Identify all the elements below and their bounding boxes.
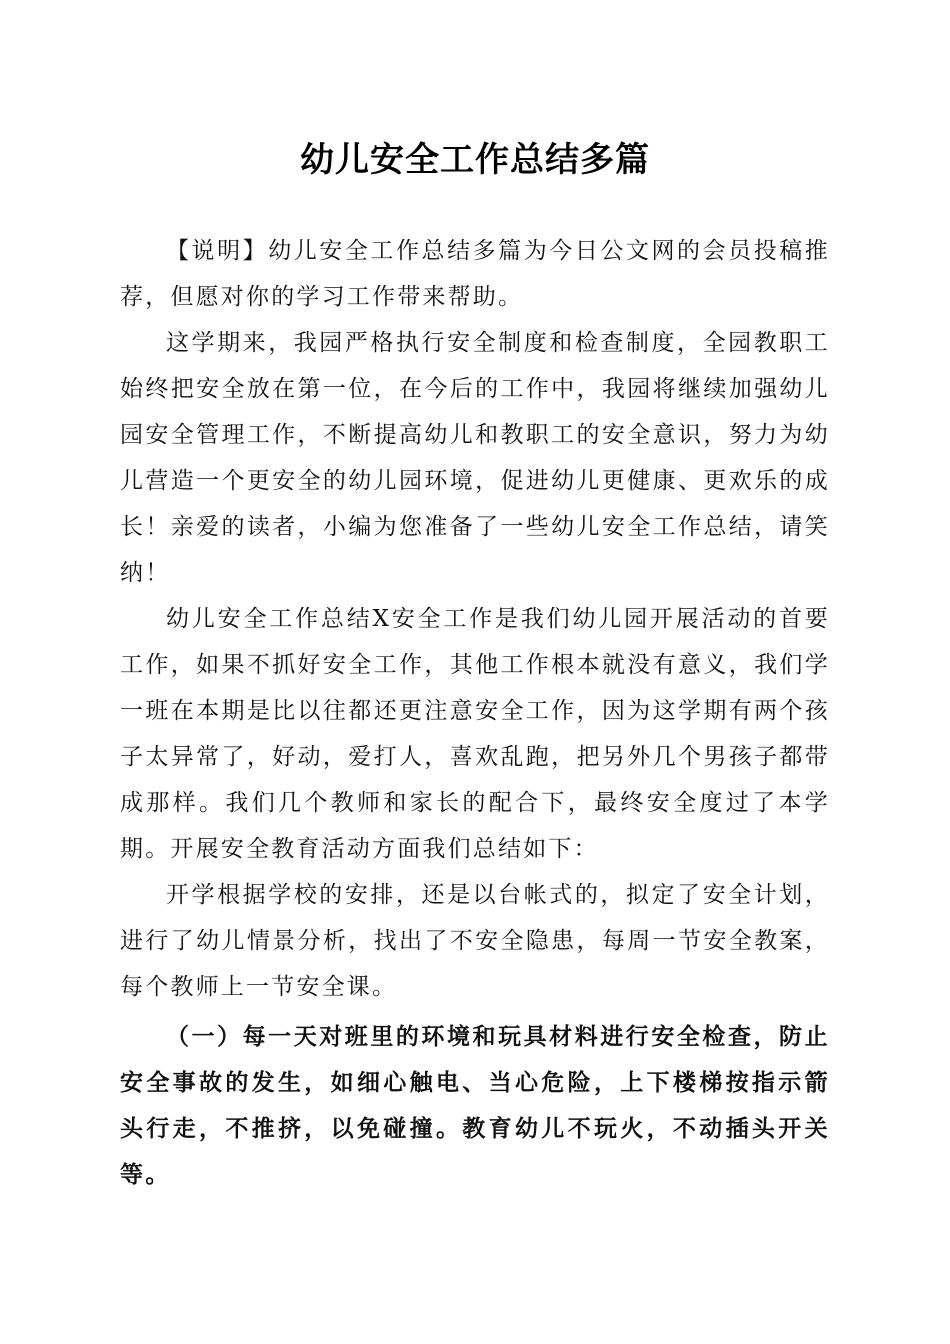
document-body (120, 228, 830, 1198)
paragraph-summary: 幼儿安全工作总结X安全工作是我们幼儿园开展活动的首要工作，如果不抓好安全工作，其他工作根本就没有意义，我们学一班在本期是比以往都还更注意安全工作，因为这学期有两个孩子太异常了，好动，爱打人，喜欢乱跑，把另外几个男孩子都带成那样。我们几个教师和家长的配合下，最终安全度过了本学期。开展安全教育活动方面我们总结如下： (120, 606, 830, 862)
paragraph-intro: 这学期来，我园严格执行安全制度和检查制度，全园教职工始终把安全放在第一位，在今后的工作中，我园将继续加强幼儿园安全管理工作，不断提高幼儿和教职工的安全意识，努力为幼儿营造一个更安全的幼儿园环境，促进幼儿更健康、更欢乐的成长！亲爱的读者，小编为您准备了一些幼儿安全工作总结，请笑纳！ (120, 330, 830, 586)
paragraph-plan: 开学根据学校的安排，还是以台帐式的，拟定了安全计划，进行了幼儿情景分析，找出了不安全隐患，每周一节安全教案，每个教师上一节安全课。 (120, 882, 830, 1000)
paragraph-note: 【说明】幼儿安全工作总结多篇为今日公文网的会员投稿推荐，但愿对你的学习工作带来帮助。 (120, 238, 830, 310)
document-title: 幼儿安全工作总结多篇 (300, 140, 650, 180)
paragraph-item-1: （一）每一天对班里的环境和玩具材料进行安全检查，防止安全事故的发生，如细心触电、当心危险，上下楼梯按指示箭头行走，不推挤，以免碰撞。教育幼儿不玩火，不动插头开关等。 (120, 1023, 830, 1188)
